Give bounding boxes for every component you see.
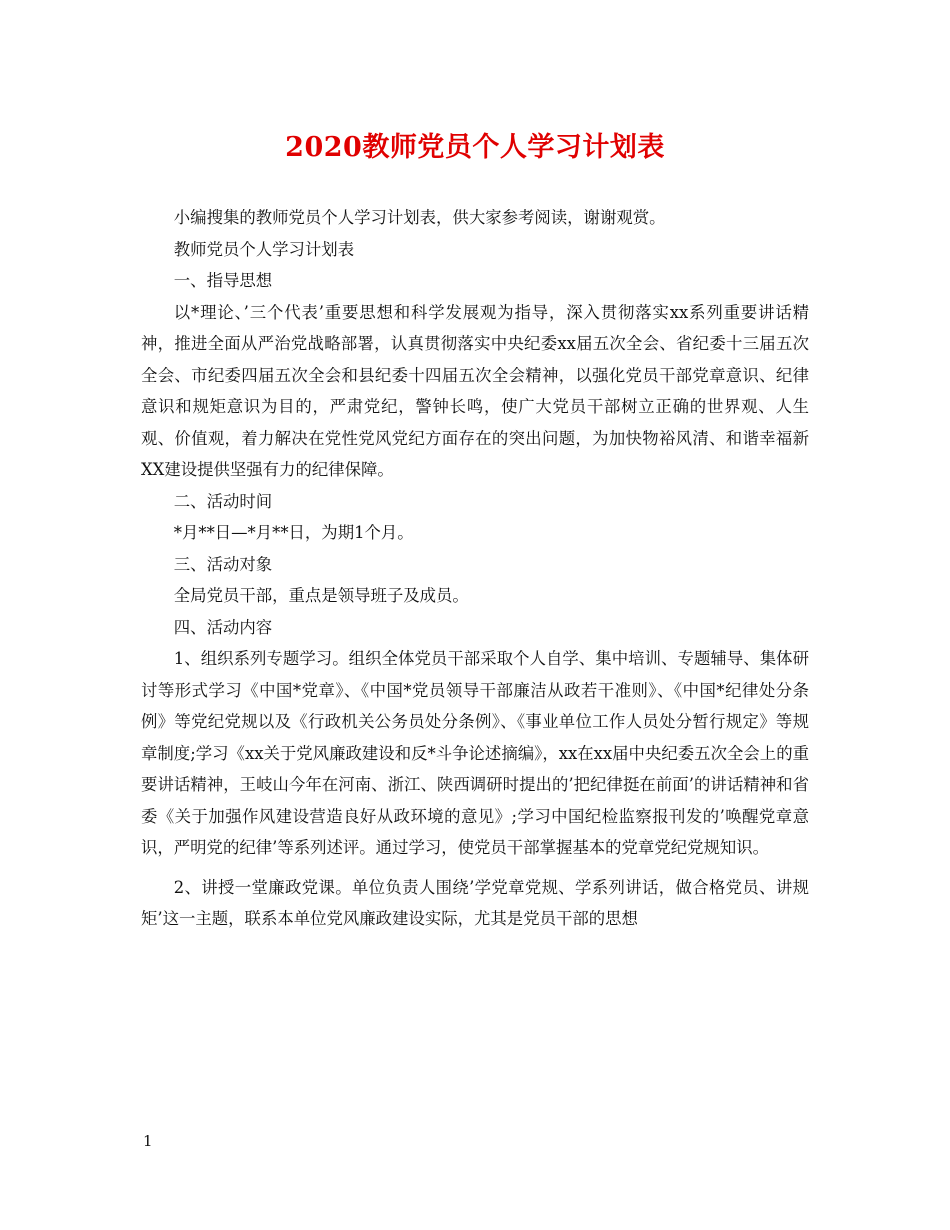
section-heading-guiding-ideology: 一、指导思想 [173, 271, 273, 290]
section-heading-activity-target: 三、活动对象 [173, 554, 273, 574]
paragraph-intro: 小编搜集的教师党员个人学习计划表，供大家参考阅读，谢谢观赏。 [173, 208, 666, 227]
paragraph-activity-time: *月**日—*月**日，为期1个月。 [173, 523, 414, 542]
paragraph-study: 1、组织系列专题学习。组织全体党员干部采取个人自学、集中培训、专题辅导、集体研讨等形式学习《中国*党章》、《中国*党员领导干部廉洁从政若干准则》、《中国*纪律处分条例》等党纪党规以及《行政机关公务员处分条例》、《事业单位工作人员处分暂行规定》等规章制度;学习《xx关于党风廉政建设和反*斗争论述摘编》，xx在xx届中央纪委五次全会上的重要讲话精神，王岐山今年在河南、浙江、陕西调研时提出的’把纪律挺在前面’的讲话精神和省委《关于加强作风建设营造良好从政环境的意见》;学习中国纪检监察报刊发的’唤醒党章意识，严明党的纪律’等系列述评。通过学习，使党员干部掌握基本的党章党纪党规知识。 [141, 649, 809, 857]
document-body [141, 202, 809, 935]
paragraph-lecture: 2、讲授一堂廉政党课。单位负责人围绕’学党章党规、学系列讲话，做合格党员、讲规矩’这一主题，联系本单位党风廉政建设实际，尤其是党员干部的思想 [141, 877, 809, 928]
section-heading-activity-content: 四、活动内容 [173, 617, 273, 637]
page-number: 1 [143, 1132, 153, 1150]
paragraph-guiding-ideology: 以*理论、’三个代表’重要思想和科学发展观为指导，深入贯彻落实xx系列重要讲话精神，推进全面从严治党战略部署，认真贯彻落实中央纪委xx届五次全会、省纪委十三届五次全会、市纪委四届五次全会和县纪委十四届五次全会精神，以强化党员干部党章意识、纪律意识和规矩意识为目的，严肃党纪，警钟长鸣，使广大党员干部树立正确的世界观、人生观、价值观，着力解决在党性党风党纪方面存在的突出问题，为加快物裕风清、和谐幸福新XX建设提供坚强有力的纪律保障。 [141, 302, 809, 479]
document-title: 2020教师党员个人学习计划表 [285, 132, 665, 163]
paragraph-activity-target: 全局党员干部，重点是领导班子及成员。 [173, 586, 469, 605]
paragraph-subtitle: 教师党员个人学习计划表 [173, 239, 355, 259]
section-heading-activity-time: 二、活动时间 [173, 491, 273, 511]
